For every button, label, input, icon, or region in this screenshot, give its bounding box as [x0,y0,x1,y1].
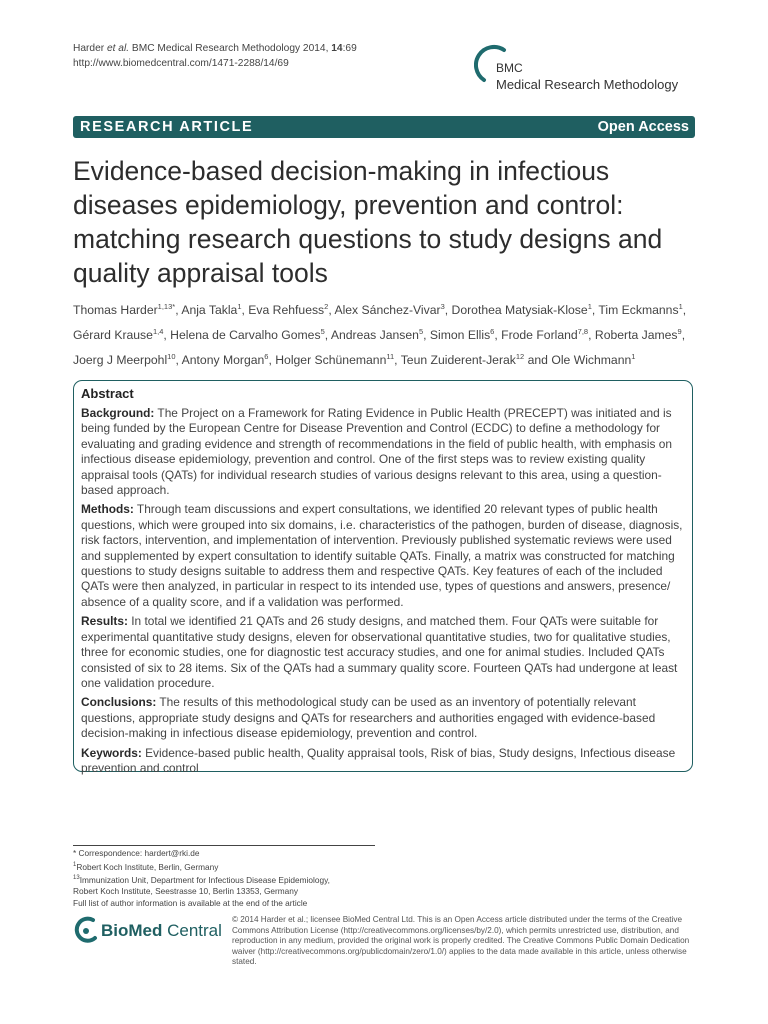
affiliation-13 [73,873,393,886]
abstract-results [81,614,685,691]
citation-year: 2014, [300,43,332,54]
author-name: Tim Eckmanns [598,303,679,318]
article-url[interactable]: http://www.biomedcentral.com/1471-2288/14/69 [73,58,289,69]
author [182,353,269,367]
citation-block [73,41,357,71]
citation-line [73,41,357,56]
citation-volume: 14 [331,43,343,54]
article-type-banner [73,116,695,138]
author-affiliation-sup: 1 [587,302,592,311]
author-affiliation-sup: 5 [418,327,424,337]
author-affiliation-sup: 7,8 [577,327,589,337]
affiliation-1 [73,860,393,873]
author [73,328,163,342]
author-affiliation-sup: 3 [440,302,445,311]
background-label: Background: [81,406,155,420]
author-affiliation-sup: 1 [631,352,636,362]
author-name: Ole Wichmann [551,353,632,368]
author [248,303,328,317]
abstract-background [81,406,685,498]
author-affiliation-sup: 1,4 [152,327,164,337]
author-name: Dorothea Matysiak-Klose [451,303,588,318]
author-affiliation-sup: 11 [386,352,395,362]
author-name: Simon Ellis [429,328,491,343]
conclusions-text: The results of this methodological study can be used as an inventory of potentially relevant questions, appropriate study designs and QATs for researchers and authorities engaged with evidence-based decision-making in infectious disease epidemiology, prevention and control. [81,695,656,741]
journal-logo-name: Medical Research Methodology [496,77,679,92]
author-name: Roberta James [594,328,678,343]
author [334,303,444,317]
article-type-label: RESEARCH ARTICLE [80,119,254,135]
results-label: Results: [81,614,128,629]
author-name: Andreas Jansen [330,328,419,343]
author-affiliation-sup: 1 [678,302,683,311]
keywords-text: Evidence-based public health, Quality appraisal tools, Risk of bias, Study designs, Infectious disease prevention and control [81,745,676,775]
biomed-central-wordmark [101,921,222,941]
author-name: Alex Sánchez-Vivar [334,303,441,318]
central-wordmark: Central [162,921,222,940]
author [170,328,325,342]
citation-authors: Harder [73,43,107,54]
affiliation-13-cont: Robert Koch Institute, Seestrasse 10, Berlin 13353, Germany [73,886,299,897]
affiliation-1-sup: 1 [73,861,77,868]
footnote-divider [73,845,375,846]
author-name: Antony Morgan [181,353,265,368]
biomed-wordmark-bold: BioMed [101,921,163,940]
author-name: Joerg J Meerpohl [73,353,168,368]
affiliation-13-line1: Immunization Unit, Department for Infectious Disease Epidemiology, [79,874,330,885]
citation-etal: et al. [106,43,130,54]
author [73,353,176,367]
author-affiliation-sup: 9 [677,327,682,337]
footnotes [73,848,393,909]
author [430,328,494,342]
author-name: Teun Zuiderent-Jerak [400,353,516,368]
journal-logo-bmc: BMC [496,61,523,75]
author-name: Thomas Harder [73,303,158,318]
author [181,303,241,317]
article-title: Evidence-based decision-making in infectious diseases epidemiology, prevention and control: matching research questions to study designs and quality appraisal tools [73,156,663,288]
citation-journal: BMC Medical Research Methodology [129,43,301,54]
author-name: Holger Schünemann [275,353,387,368]
citation-page: :69 [342,43,357,54]
author-affiliation-sup: 6 [490,327,495,337]
author-affiliation-sup: 6 [264,352,269,362]
author-name: Frode Forland [501,328,578,343]
abstract-methods [81,502,685,610]
author [598,303,682,317]
conclusions-label: Conclusions: [81,695,157,710]
background-text: The Project on a Framework for Rating Evidence in Public Health (PRECEPT) was initiated and is being funded by the European Centre for Disease Prevention and Control (ECDC) to define a methodology for evaluating and grading evidence and strength of recommendations in the field of public health, with emphasis on infectious disease epidemiology, prevention and control. One of the first steps was to review existing quality appraisal tools (QATs) for individual research studies of various designs relevant to this area, using a question-based approach. [81,406,672,498]
author [501,328,588,342]
license-text: © 2014 Harder et al.; licensee BioMed Central Ltd. This is an Open Access article distributed under the terms of the Creative Commons Attribution License (http://creativecommons.org/licenses/by/2.0), which permits unrestricted use, distribution, and reproduction in any medium, provided the original work is properly credited. The Creative Commons Public Domain Dedication waiver (http://creativecommons.org/publicdomain/zero/1.0/) applies to the data made available in this article, unless otherwise stated. [232,915,690,967]
author-affiliation-sup: 10 [167,352,176,362]
author [331,328,423,342]
methods-text: Through team discussions and expert consultations, we identified 20 relevant types of public health questions, which were grouped into six domains, i.e. characteristics of the pathogen, burden of disease, diagnosis, risk factors, intervention, and implementation of intervention. Previously published systematic reviews were used and supplemented by expert consultation to identify suitable QATs. Finally, a matrix was constructed for matching questions to study designs suitable to address them and respective QATs. Key features of each of the included QATs were then analyzed, in particular in respect to its intended use, types of questions and answers, presence/ absence of a quality score, and if a validation was performed. [81,502,683,609]
author-name: Helena de Carvalho Gomes [170,328,321,343]
abstract-heading: Abstract [81,386,134,401]
author-affiliation-sup: 12 [515,352,525,362]
author-name: Anja Takla [181,303,238,318]
author-affiliation-sup: 1 [237,302,242,311]
author [551,353,635,367]
author [595,328,682,342]
abstract-conclusions [81,695,685,741]
affiliation-1-text: Robert Koch Institute, Berlin, Germany [76,861,219,872]
author-affiliation-sup: 2 [324,302,329,311]
author [275,353,394,367]
author [73,303,175,317]
author-affiliation-sup: 1,13* [157,302,176,311]
keywords-label: Keywords: [81,745,142,760]
results-text: In total we identified 21 QATs and 26 study designs, and matched them. Four QATs were suitable for experimental quantitative study designs, eleven for observational quantitative studies, two for qualitative studies, three for economic studies, one for diagnostic test accuracy studies, and one for animal studies. Included QATs consisted of six to 28 items. Six of the QATs had a summary quality score. Fourteen QATs had undergone at least one validation procedure. [81,614,678,690]
biomed-central-swirl-icon [73,916,99,946]
author-affiliation-sup: 5 [320,327,325,337]
author-name: Eva Rehfuess [248,303,325,318]
journal-logo [474,44,704,100]
abstract-body [81,406,685,780]
methods-label: Methods: [81,502,134,517]
author [401,353,525,367]
author [452,303,592,317]
author-list: Thomas Harder$^{1,13*}$, Anja Takla$^1$, Eva Rehfuess$^2$, Alex Sánchez-Vivar$^3$, Dorothea Matysiak-Klose$^1$, Tim Eckmanns$^1$, Gérard Krause$^{1,4}$, Helena de Carvalho Gomes$^5$, Andreas Jansen$^5$, Simon Ellis$^6$, Frode Forland$^{7,8}$, Roberta James$^9$, Joerg J Meerpohl$^{10}$, Antony Morgan$^6$, Holger Schünemann$^{11}$, Teun Zuiderent-Jerak$^{12}$ and Ole Wichmann$^1$ [73,302,687,368]
biomed-central-logo [73,916,223,948]
correspondence-note: * Correspondence: hardert@rki.de [73,848,200,858]
abstract-keywords [81,746,685,777]
open-access-label: Open Access [597,119,689,135]
author-name: Gérard Krause [73,328,153,343]
affiliation-13-sup: 13 [73,874,80,881]
full-author-info-note: Full list of author information is available at the end of the article [73,897,308,908]
